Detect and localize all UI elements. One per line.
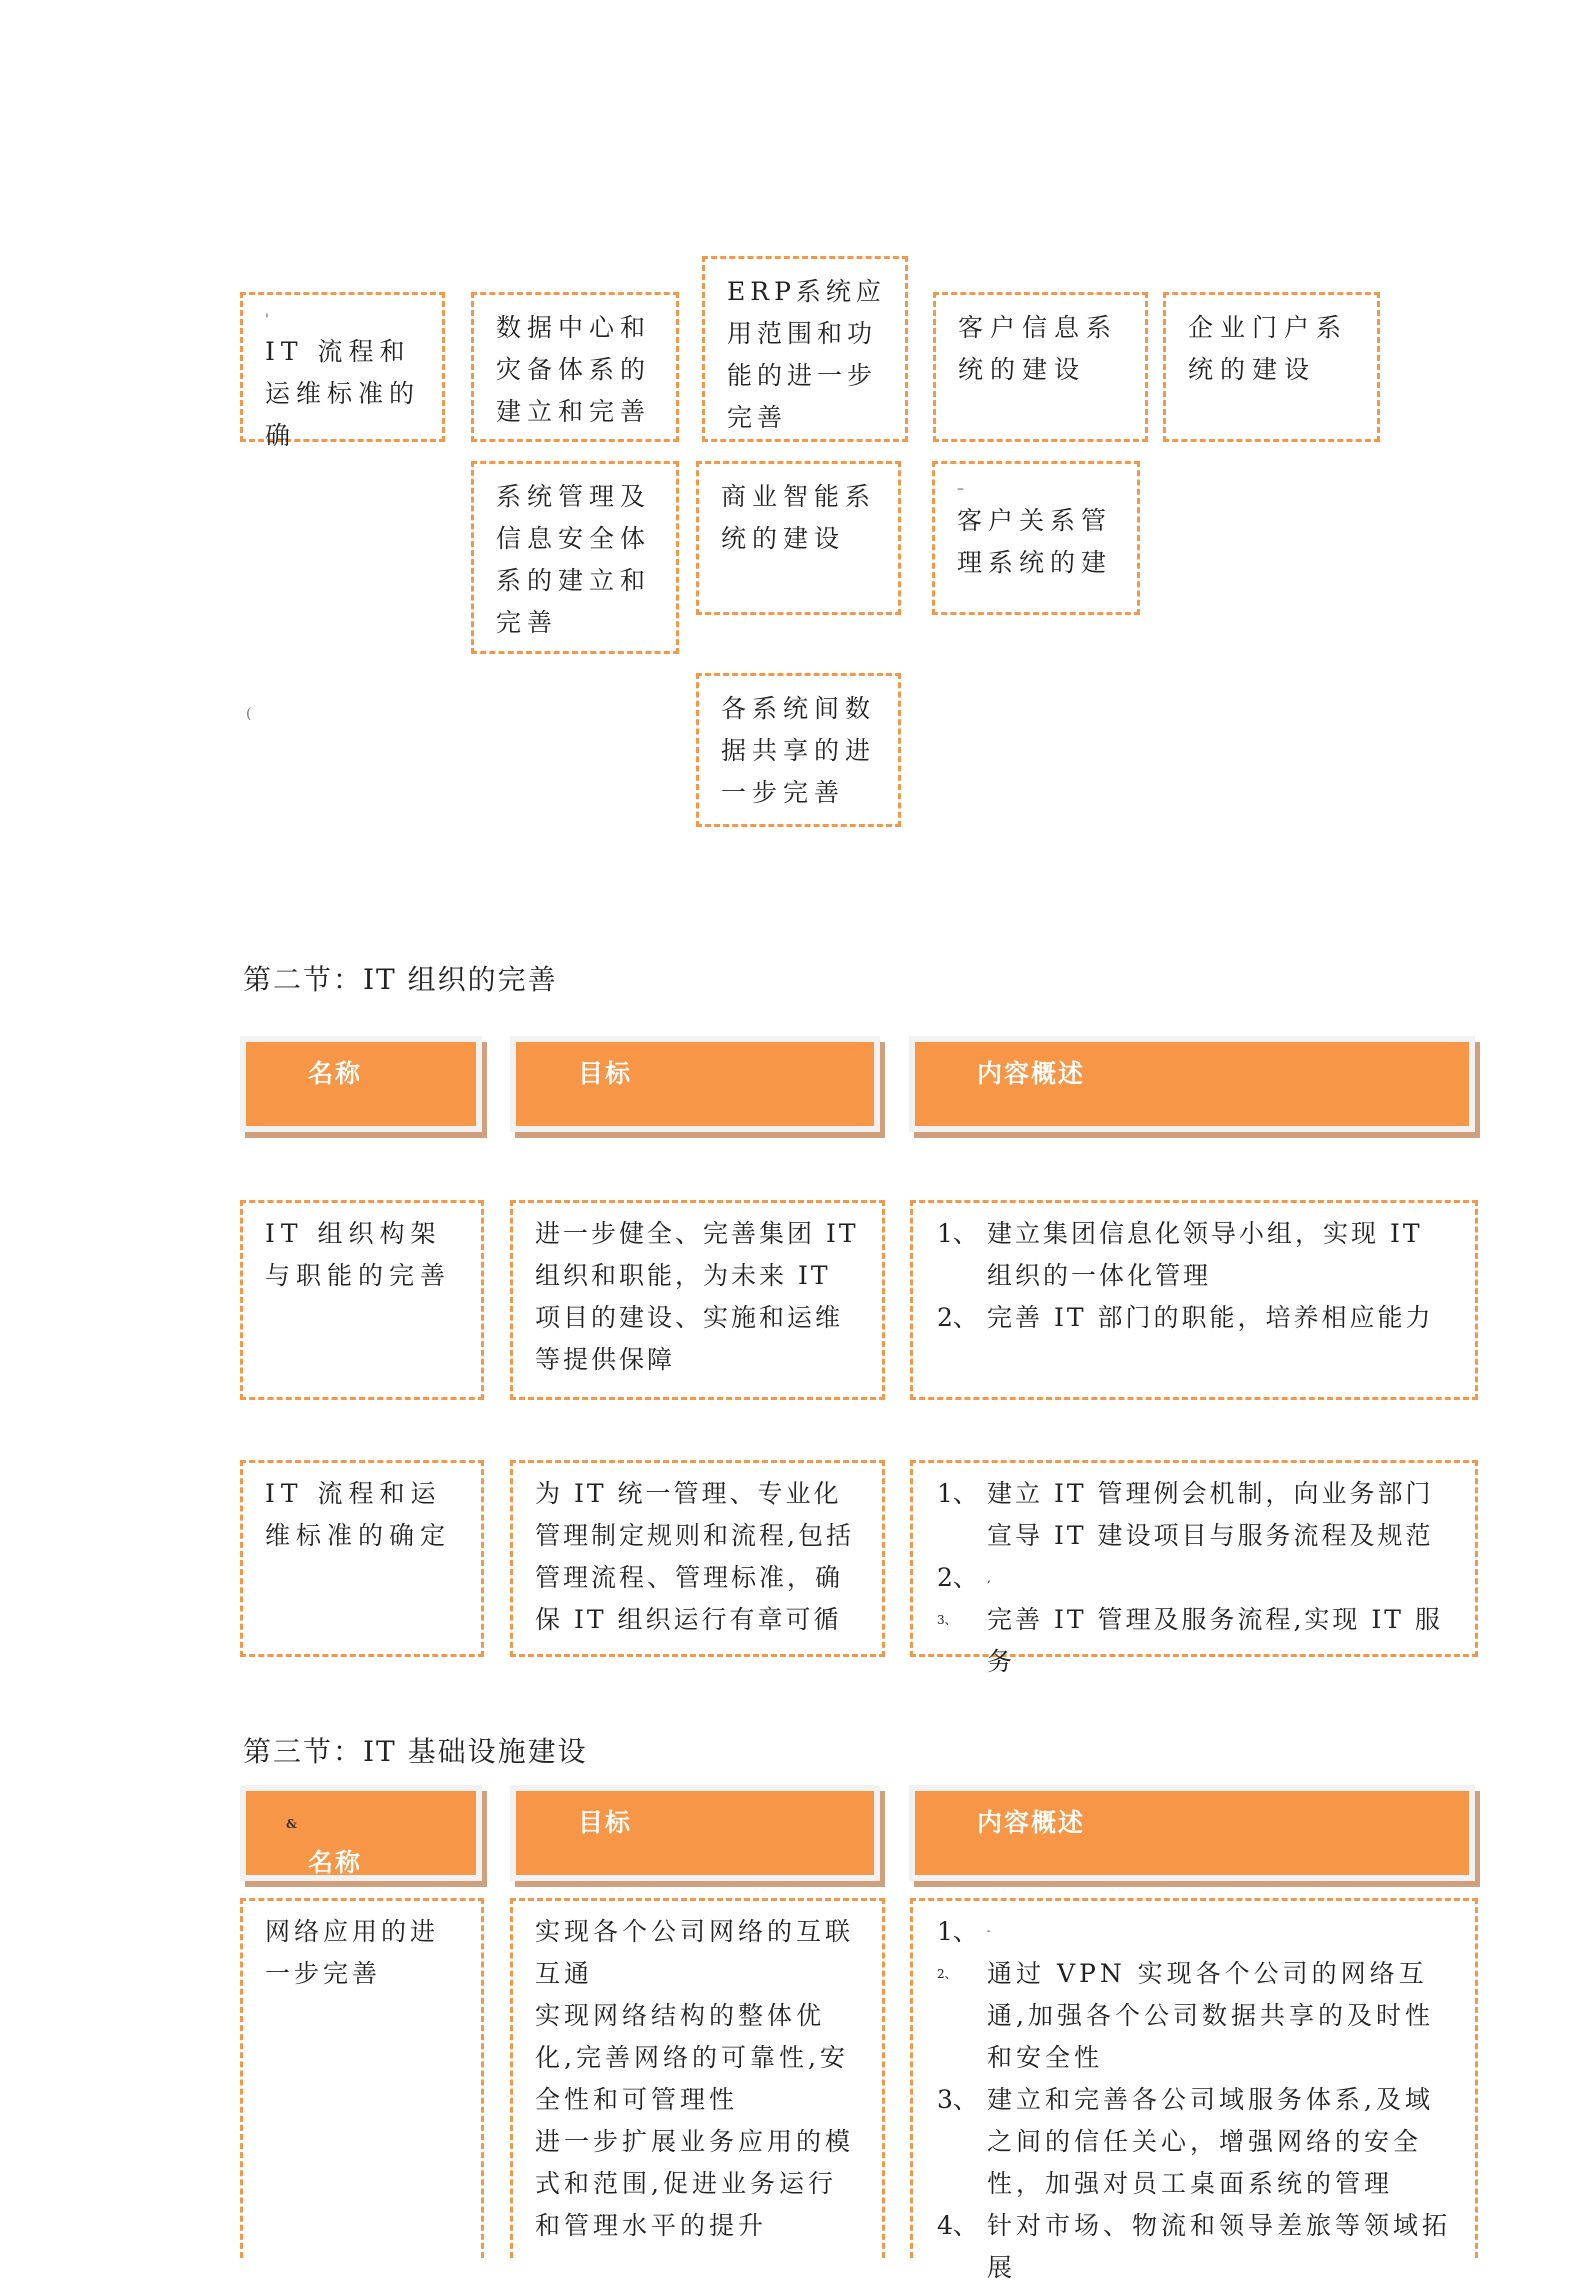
table-header-goal — [510, 1036, 880, 1132]
stray-mark: ' — [265, 312, 269, 328]
list-text: 通过 VPN 实现各个公司的网络互通,加强各个公司数据共享的及时性和安全性 — [987, 1959, 1434, 2072]
section-title-it-organization: 第二节：IT 组织的完善 — [243, 963, 558, 996]
table-cell-name — [240, 1460, 484, 1657]
list-text: 完善 IT 管理及服务流程,实现 IT 服务 — [987, 1605, 1443, 1676]
list-number: 2、 — [937, 1967, 957, 1981]
cell-text: 网络应用的进一步完善 — [265, 1917, 440, 1988]
header-label: 内容概述 — [977, 1059, 1086, 1088]
diagram-box-it-process — [240, 292, 445, 450]
diagram-box-data-sharing — [696, 673, 901, 827]
list-item — [937, 1213, 1457, 1297]
header-label: 目标 — [578, 1808, 633, 1837]
diagram-box-text: 数据中心和灾备体系的建立和完善 — [496, 313, 652, 426]
list-number: 2、 — [937, 1563, 978, 1592]
table-cell-goal — [510, 1460, 885, 1657]
list-text: 建立 IT 管理例会机制，向业务部门宣导 IT 建设项目与服务流程及规范 — [987, 1479, 1434, 1550]
table-cell-name — [240, 1898, 484, 2258]
list-number: 3、 — [937, 2085, 978, 2114]
cell-text: 为 IT 统一管理、专业化管理制定规则和流程,包括管理流程、管理标准，确保 IT 组织运行有章可循 — [535, 1479, 854, 1634]
table-header-summary — [909, 1036, 1475, 1132]
table-header-name — [240, 1036, 482, 1132]
section-title-it-infrastructure: 第三节：IT 基础设施建设 — [243, 1735, 588, 1768]
table-cell-summary — [910, 1200, 1478, 1400]
cell-text: 进一步健全、完善集团 IT 组织和职能，为未来 IT 项目的建设、实施和运维等提供保障 — [535, 1219, 859, 1374]
list-text: 建立集团信息化领导小组，实现 IT 组织的一体化管理 — [987, 1219, 1423, 1290]
list-item — [937, 1473, 1457, 1557]
list-item — [937, 2079, 1457, 2205]
list-text: - — [987, 1926, 995, 1937]
diagram-box-erp — [702, 256, 908, 442]
diagram-box-bi — [696, 461, 901, 615]
goal-line: 实现网络结构的整体优化,完善网络的可靠性,安全性和可管理性 — [535, 2001, 849, 2114]
table-cell-goal — [510, 1898, 885, 2258]
header-label: 目标 — [578, 1059, 633, 1088]
list-number: 1、 — [937, 1219, 978, 1248]
list-text: 完善 IT 部门的职能，培养相应能力 — [987, 1303, 1434, 1332]
diagram-box-crm — [932, 461, 1140, 615]
diagram-box-text: 商业智能系统的建设 — [721, 482, 877, 553]
diagram-box-data-center — [471, 292, 679, 442]
diagram-box-text: 系统管理及信息安全体系的建立和完善 — [496, 482, 652, 637]
stray-mark: & — [286, 1817, 297, 1831]
header-label: 名称 — [308, 1848, 363, 1877]
list-item — [937, 1953, 1457, 2079]
diagram-box-customer-info — [933, 292, 1148, 442]
goal-line: 实现各个公司网络的互联互通 — [535, 1917, 855, 1988]
list-item — [937, 1297, 1457, 1339]
list-text: , — [987, 1571, 994, 1585]
diagram-box-text: 企业门户系统的建设 — [1188, 313, 1349, 384]
list-number: 2、 — [937, 1303, 978, 1332]
table-cell-summary — [910, 1460, 1478, 1676]
list-number: 1、 — [937, 1479, 978, 1508]
list-item — [937, 1911, 1457, 1953]
diagram-box-text: 客户信息系统的建设 — [958, 313, 1119, 384]
diagram-box-text: IT 流程和运维标准的确 — [265, 337, 421, 450]
list-number: 3、 — [937, 1613, 957, 1627]
diagram-box-sys-mgmt — [471, 461, 679, 654]
cell-text: IT 组织构架与职能的完善 — [265, 1219, 452, 1290]
cell-text: IT 流程和运维标准的确定 — [265, 1479, 452, 1550]
table-header-name — [240, 1785, 482, 1881]
table-header-summary — [909, 1785, 1475, 1881]
table-cell-goal — [510, 1200, 885, 1400]
list-number: 1、 — [937, 1917, 978, 1946]
diagram-box-portal — [1163, 292, 1380, 442]
list-item — [937, 2205, 1457, 2289]
diagram-box-text: 客户关系管理系统的建 — [957, 506, 1113, 577]
table-header-goal — [510, 1785, 880, 1881]
header-label: 内容概述 — [977, 1808, 1086, 1837]
diagram-box-text: 各系统间数据共享的进一步完善 — [721, 694, 877, 807]
stray-mark: – — [957, 481, 964, 497]
goal-line: 进一步扩展业务应用的模式和范围,促进业务运行和管理水平的提升 — [535, 2127, 855, 2240]
table-cell-name — [240, 1200, 484, 1400]
list-number: 4、 — [937, 2211, 978, 2240]
list-item — [937, 1557, 1457, 1599]
list-text: 针对市场、物流和领导差旅等领域拓展 — [987, 2211, 1452, 2282]
list-item — [937, 1599, 1457, 1683]
header-label: 名称 — [308, 1059, 363, 1088]
list-text: 建立和完善各公司域服务体系,及域之间的信任关心，增强网络的安全性，加强对员工桌面系统的管理 — [987, 2085, 1434, 2198]
stray-mark: ( — [246, 706, 252, 722]
table-cell-summary — [910, 1898, 1478, 2282]
diagram-box-text: ERP系统应用范围和功能的进一步完善 — [727, 277, 886, 432]
